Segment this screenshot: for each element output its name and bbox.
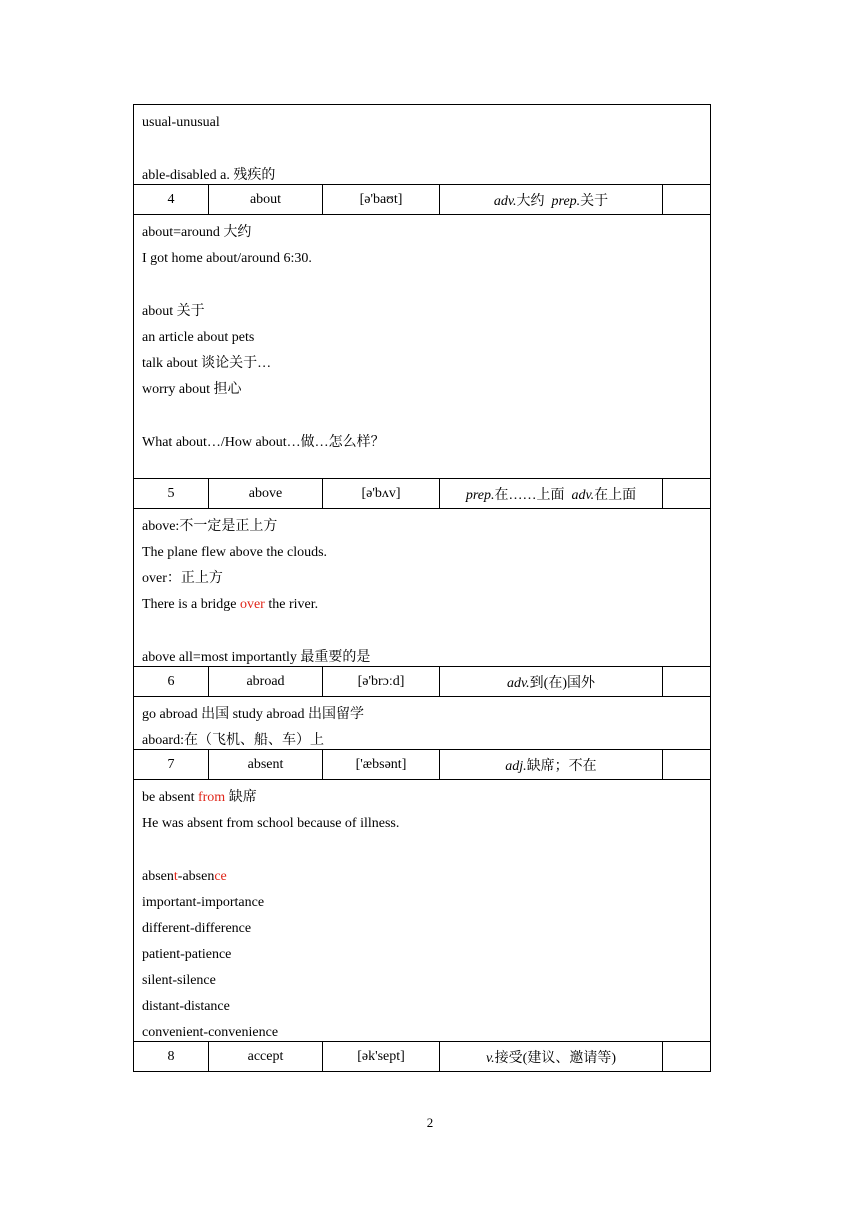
entry-word: abroad [209, 667, 323, 697]
note-line [142, 596, 702, 613]
highlight-text: from [197, 790, 226, 805]
note-text: I got home about/around 6:30. [142, 251, 312, 266]
blank-line [142, 276, 702, 294]
meaning-text: 在……上面 [494, 487, 572, 503]
notes-cell [134, 780, 711, 1042]
entry-header-row [134, 667, 711, 697]
entry-meaning [440, 750, 663, 780]
notes-row [134, 697, 711, 750]
note-line [142, 381, 702, 398]
entry-phonetic: [ək'sept] [323, 1042, 440, 1072]
entry-number: 5 [134, 479, 209, 509]
note-line [142, 732, 702, 749]
notes-cell [134, 697, 711, 750]
part-of-speech: prep. [465, 487, 495, 503]
entry-number: 8 [134, 1042, 209, 1072]
note-text: go abroad 出国 study abroad 出国留学 [142, 707, 365, 722]
note-line [142, 998, 702, 1015]
part-of-speech: adv. [493, 193, 517, 209]
highlight-text: ce [214, 869, 227, 884]
entry-meaning [440, 1042, 663, 1072]
note-text: above all=most importantly 最重要的是 [142, 650, 371, 665]
note-text: be absent [142, 790, 198, 805]
note-text: about 关于 [142, 304, 205, 319]
meaning-text: 接受(建议、邀请等) [494, 1050, 616, 1066]
entry-number: 6 [134, 667, 209, 697]
note-line [142, 518, 702, 535]
entry-header-row [134, 750, 711, 780]
note-line [142, 946, 702, 963]
entry-extra [663, 667, 711, 697]
highlight-text: t [173, 869, 178, 884]
entry-meaning [440, 667, 663, 697]
note-text: distant-distance [142, 999, 230, 1014]
notes-row [134, 509, 711, 667]
blank-line [142, 140, 702, 158]
note-line [142, 649, 702, 666]
note-line [142, 1024, 702, 1041]
note-text: different-difference [142, 921, 252, 936]
note-line [142, 434, 702, 451]
entry-phonetic: [ə'bʌv] [323, 479, 440, 509]
entry-header-row [134, 185, 711, 215]
entry-number: 4 [134, 185, 209, 215]
note-text: aboard:在（飞机、船、车）上 [142, 733, 324, 748]
entry-phonetic: [ə'baʊt] [323, 185, 440, 215]
notes-cell [134, 509, 711, 667]
entry-phonetic: ['æbsənt] [323, 750, 440, 780]
blank-line [142, 407, 702, 425]
note-line [142, 789, 702, 806]
note-line: able-disabled a. 残疾的 [142, 168, 276, 183]
note-line [142, 224, 702, 241]
note-text: an article about pets [142, 330, 255, 345]
note-text: convenient-convenience [142, 1025, 279, 1040]
note-text: the river. [264, 597, 319, 612]
entry-word: absent [209, 750, 323, 780]
note-line [142, 868, 702, 885]
note-text: worry about 担心 [142, 382, 242, 397]
entry-meaning [440, 185, 663, 215]
entry-extra [663, 479, 711, 509]
entry-meaning [440, 479, 663, 509]
meaning-text: 到(在)国外 [529, 675, 595, 691]
notes-cell [134, 215, 711, 479]
note-line [142, 355, 702, 372]
part-of-speech: adv. [506, 675, 530, 691]
note-text: He was absent from school because of illness. [142, 816, 400, 831]
note-text: silent-silence [142, 973, 216, 988]
note-text: over：正上方 [142, 571, 223, 586]
note-text: important-importance [142, 895, 265, 910]
note-text: There is a bridge [142, 597, 240, 612]
page-number: 2 [426, 1115, 434, 1130]
notes-row [134, 215, 711, 479]
note-text: 缺席 [225, 790, 257, 805]
meaning-text: 缺席；不在 [526, 758, 597, 774]
note-line [142, 250, 702, 267]
note-line [142, 815, 702, 832]
note-text: talk about 谈论关于… [142, 356, 272, 371]
note-text: absen [142, 869, 174, 884]
vocabulary-table [133, 104, 711, 1072]
part-of-speech: adv. [571, 487, 595, 503]
note-line [142, 544, 702, 561]
part-of-speech: v. [485, 1050, 495, 1066]
notes-row [134, 105, 711, 185]
note-text: patient-patience [142, 947, 232, 962]
meaning-text: 在上面 [594, 487, 637, 503]
entry-word: above [209, 479, 323, 509]
note-line: usual-unusual [142, 115, 220, 130]
note-text: The plane flew above the clouds. [142, 545, 328, 560]
meaning-text: 关于 [580, 193, 609, 209]
entry-extra [663, 1042, 711, 1072]
note-text: above:不一定是正上方 [142, 519, 278, 534]
note-line [142, 706, 702, 723]
entry-number: 7 [134, 750, 209, 780]
part-of-speech: prep. [551, 193, 581, 209]
entry-word: about [209, 185, 323, 215]
entry-extra [663, 750, 711, 780]
blank-line [142, 622, 702, 640]
part-of-speech: adj. [505, 758, 527, 774]
notes-row [134, 780, 711, 1042]
note-line [142, 972, 702, 989]
note-line [142, 570, 702, 587]
entry-header-row [134, 479, 711, 509]
entry-extra [663, 185, 711, 215]
entry-word: accept [209, 1042, 323, 1072]
notes-cell [134, 105, 711, 185]
note-line [142, 329, 702, 346]
entry-phonetic: [ə'brɔːd] [323, 667, 440, 697]
blank-line [142, 460, 702, 478]
meaning-text: 大约 [516, 193, 552, 209]
entry-header-row [134, 1042, 711, 1072]
note-text: What about…/How about…做…怎么样？ [142, 435, 385, 450]
note-text: -absen [177, 869, 215, 884]
note-line [142, 303, 702, 320]
note-line [142, 920, 702, 937]
note-line [142, 894, 702, 911]
highlight-text: over [239, 597, 265, 612]
note-text: about=around 大约 [142, 225, 252, 240]
blank-line [142, 841, 702, 859]
